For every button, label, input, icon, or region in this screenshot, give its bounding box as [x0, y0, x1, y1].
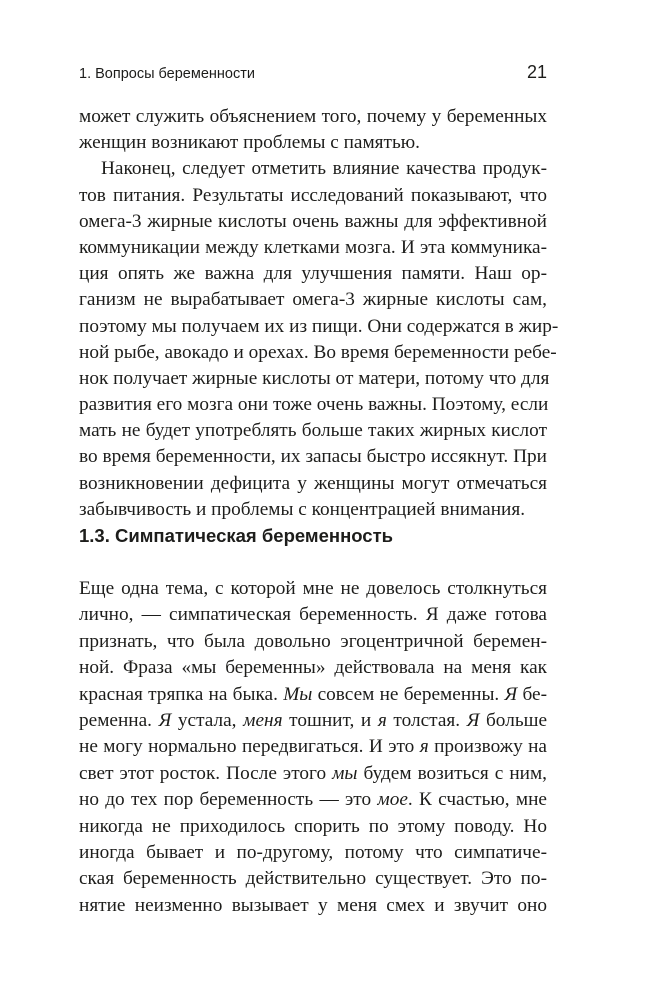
- italic-run: Я: [466, 709, 480, 731]
- running-head: 1. Вопросы беременности: [79, 66, 255, 82]
- page-header: [79, 62, 547, 86]
- page-number: 21: [526, 62, 547, 82]
- text-run: не могу нормально передвигаться. И это: [79, 736, 420, 758]
- text-line: никогда не приходилось спорить по этому поводу. Но: [79, 815, 547, 837]
- text-line: ной. Фраза «мы беременны» действовала на меня как: [79, 657, 547, 679]
- text-line: Наконец, следует отметить влияние качества продук-: [101, 158, 547, 180]
- text-line: ганизм не вырабатывает омега-3 жирные кислоты сам,: [79, 289, 547, 311]
- text-line: иногда бывает и по-другому, потому что симпатиче-: [79, 841, 547, 863]
- italic-run: мое: [377, 789, 408, 811]
- text-run: бе-: [517, 683, 548, 705]
- text-run: толстая.: [386, 709, 467, 731]
- text-run: устала,: [171, 709, 244, 731]
- body-text-lower: [79, 576, 547, 919]
- italic-run: я: [419, 736, 429, 758]
- italic-run: Мы: [283, 683, 313, 705]
- text-line: [79, 682, 547, 708]
- text-line: омега-3 жирные кислоты очень важны для эффективной: [79, 210, 547, 232]
- text-line: развития его мозга они тоже очень важны. Поэтому, если: [79, 394, 549, 416]
- text-line: тов питания. Результаты исследований показывают, что: [79, 184, 547, 206]
- text-run: свет этот росток. После этого: [79, 762, 333, 784]
- text-line: [79, 708, 547, 734]
- text-line: женщин возникают проблемы с памятью.: [79, 132, 420, 154]
- text-line: ция опять же важна для улучшения памяти. Наш ор-: [79, 263, 547, 285]
- text-run: ременна.: [79, 709, 159, 731]
- text-line: ной рыбе, авокадо и орехах. Во время беременности ребе-: [79, 341, 557, 363]
- text-line: признать, что была довольно эгоцентричной беремен-: [79, 630, 547, 652]
- text-line: поэтому мы получаем их из пищи. Они содержатся в жир-: [79, 315, 559, 337]
- text-line: ская беременность действительно существует. Это по-: [79, 868, 547, 890]
- text-line: может служить объяснением того, почему у беременных: [79, 106, 547, 127]
- text-run: больше: [479, 709, 548, 731]
- italic-run: Я: [504, 683, 518, 705]
- text-run: совсем не беременны.: [312, 683, 505, 705]
- text-line: мать не будет употреблять больше таких жирных кислот: [79, 420, 547, 442]
- text-line: нятие неизменно вызывает у меня смех и звучит оно: [79, 894, 547, 916]
- text-line: забывчивость и проблемы с концентрацией внимания.: [79, 498, 526, 520]
- italic-run: Я: [158, 709, 172, 731]
- section-heading: 1.3. Симпатическая беременность: [79, 525, 394, 546]
- text-line: Еще одна тема, с которой мне не довелось столкнуться: [79, 578, 547, 599]
- body-text-upper: [79, 104, 559, 523]
- italic-run: меня: [243, 709, 283, 731]
- text-run: произвожу на: [428, 736, 547, 758]
- italic-run: я: [377, 709, 387, 731]
- text-run: тошнит, и: [282, 709, 378, 731]
- text-line: коммуникации между клетками мозга. И эта коммуника-: [79, 236, 547, 258]
- text-line: лично, — симпатическая беременность. Я даже готова: [79, 604, 547, 626]
- text-run: . К счастью, мне: [407, 789, 547, 811]
- italic-run: мы: [332, 762, 358, 784]
- text-line: во время беременности, их запасы быстро иссякнут. При: [79, 446, 547, 468]
- text-line: возникновении дефицита у женщины могут отмечаться: [79, 472, 547, 494]
- text-line: [79, 787, 547, 813]
- text-run: красная тряпка на быка.: [79, 683, 284, 705]
- text-run: но до тех пор беременность — это: [79, 789, 378, 811]
- text-line: нок получает жирные кислоты от матери, потому что для: [79, 367, 550, 389]
- text-line: [79, 734, 547, 760]
- text-line: [79, 761, 547, 787]
- text-run: будем возиться с ним,: [357, 762, 548, 784]
